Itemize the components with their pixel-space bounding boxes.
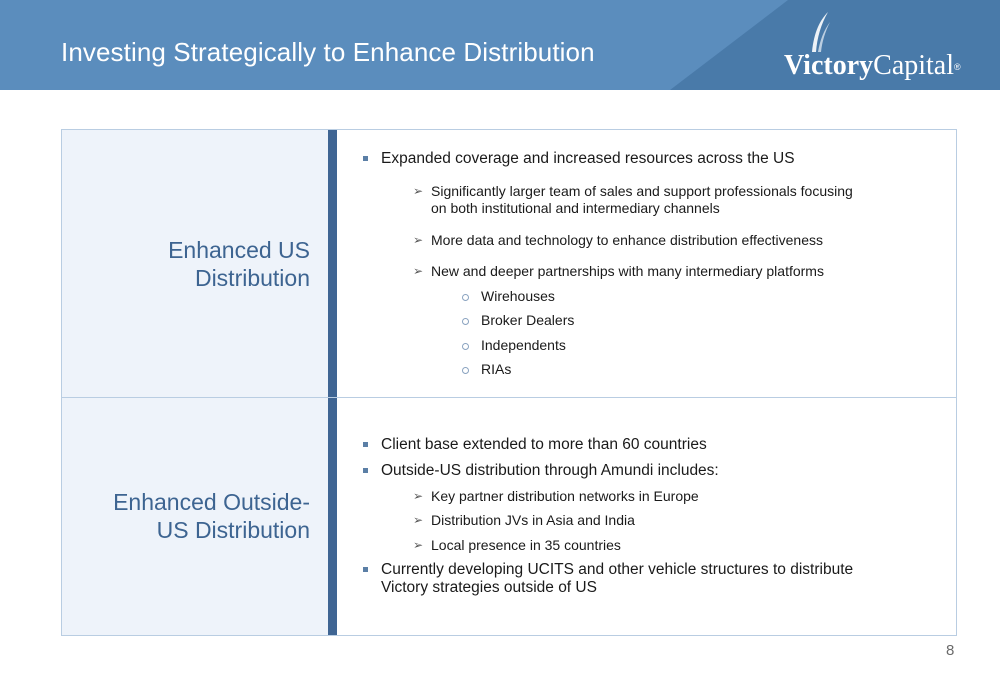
bullet-text-continued: on both institutional and intermediary channels [431,200,720,216]
square-bullet-icon [363,567,368,572]
page-title: Investing Strategically to Enhance Distribution [61,37,595,67]
bullet-text: Outside-US distribution through Amundi includes: [381,462,719,479]
header-band [0,0,1000,90]
circle-bullet-icon [462,294,469,301]
bullet-text: Expanded coverage and increased resources across the US [381,150,795,167]
bullet-text: Client base extended to more than 60 countries [381,436,707,453]
arrow-bullet-icon: ➢ [413,489,424,503]
bullet-text: More data and technology to enhance distribution effectiveness [431,232,823,248]
logo-registered-mark: ® [954,62,961,72]
bullet-text: Broker Dealers [481,312,575,328]
bullet-text: Local presence in 35 countries [431,537,621,553]
section-divider-bar [328,398,337,635]
arrow-bullet-icon: ➢ [413,233,424,247]
bullet-text: Significantly larger team of sales and support professionals focusing [431,183,853,199]
square-bullet-icon [363,156,368,161]
bullet-text: New and deeper partnerships with many intermediary platforms [431,263,824,279]
page-number: 8 [946,642,955,659]
square-bullet-icon [363,468,368,473]
section-title [70,488,310,544]
section-title-line: Enhanced US [168,237,310,263]
bullet-text: Currently developing UCITS and other vehicle structures to distribute [381,561,854,578]
logo-wordmark [784,50,961,81]
arrow-bullet-icon: ➢ [413,538,424,552]
bullet-text: RIAs [481,361,512,377]
bullet-text: Wirehouses [481,288,555,304]
section-title-line: US Distribution [156,517,310,543]
section-title-line: Distribution [194,265,310,291]
circle-bullet-icon [462,318,469,325]
bullet-text: Distribution JVs in Asia and India [431,512,635,528]
logo-feather-icon [806,12,832,54]
circle-bullet-icon [462,343,469,350]
arrow-bullet-icon: ➢ [413,513,424,527]
section-divider-bar [328,130,337,397]
logo-word-capital: Capital [873,50,955,81]
bullet-text: Key partner distribution networks in Europe [431,488,699,504]
arrow-bullet-icon: ➢ [413,264,424,278]
arrow-bullet-icon: ➢ [413,184,424,198]
victory-capital-logo [784,12,974,82]
section-title-line: Enhanced Outside- [113,489,310,515]
logo-word-victory: Victory [784,50,874,81]
bullet-text: Independents [481,337,566,353]
square-bullet-icon [363,442,368,447]
section-title [70,236,310,292]
circle-bullet-icon [462,367,469,374]
bullet-text-continued: Victory strategies outside of US [381,579,597,596]
